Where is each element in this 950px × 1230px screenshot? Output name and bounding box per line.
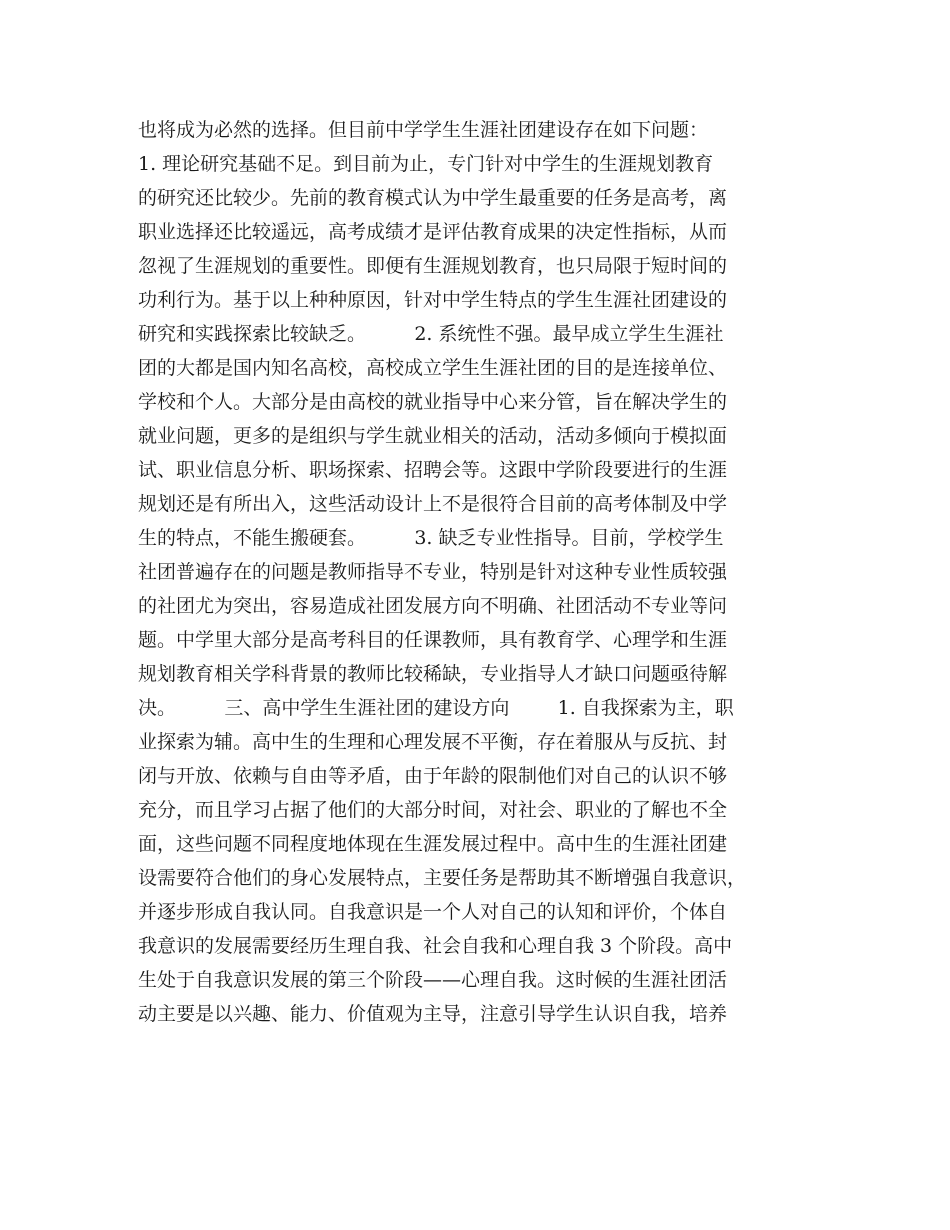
text-line: 闭与开放、依赖与自由等矛盾，由于年龄的限制他们对自己的认识不够	[138, 765, 728, 787]
text-line: 1. 理论研究基础不足。到目前为止，专门针对中学生的生涯规划教育	[138, 153, 714, 175]
text-line: 试、职业信息分析、职场探索、招聘会等。这跟中学阶段要进行的生涯	[138, 459, 728, 481]
text-line: 的研究还比较少。先前的教育模式认为中学生最重要的任务是高考，离	[138, 187, 728, 209]
text-line: 生处于自我意识发展的第三个阶段——心理自我。这时候的生涯社团活	[138, 969, 728, 991]
text-line: 生的特点，不能生搬硬套。 3. 缺乏专业性指导。目前，学校学生	[138, 527, 724, 549]
text-line: 的社团尤为突出，容易造成社团发展方向不明确、社团活动不专业等问	[138, 595, 728, 617]
text-line: 业探索为辅。高中生的生理和心理发展不平衡，存在着服从与反抗、封	[138, 731, 728, 753]
text-line: 功利行为。基于以上种种原因，针对中学生特点的学生生涯社团建设的	[138, 289, 728, 311]
text-line: 决。 三、高中学生生涯社团的建设方向 1. 自我探索为主，职	[138, 697, 734, 719]
text-line: 忽视了生涯规划的重要性。即便有生涯规划教育，也只局限于短时间的	[138, 255, 728, 277]
text-line: 我意识的发展需要经历生理自我、社会自我和心理自我 3 个阶段。高中	[138, 935, 733, 957]
text-line: 设需要符合他们的身心发展特点，主要任务是帮助其不断增强自我意识，	[138, 867, 747, 889]
text-line: 面，这些问题不同程度地体现在生涯发展过程中。高中生的生涯社团建	[138, 833, 728, 855]
text-line: 学校和个人。大部分是由高校的就业指导中心来分管，旨在解决学生的	[138, 391, 728, 413]
text-line: 并逐步形成自我认同。自我意识是一个人对自己的认知和评价，个体自	[138, 901, 728, 923]
text-line: 就业问题，更多的是组织与学生就业相关的活动，活动多倾向于模拟面	[138, 425, 728, 447]
text-line: 规划还是有所出入，这些活动设计上不是很符合目前的高考体制及中学	[138, 493, 728, 515]
text-line: 题。中学里大部分是高考科目的任课教师，具有教育学、心理学和生涯	[138, 629, 728, 651]
text-line: 充分，而且学习占据了他们的大部分时间，对社会、职业的了解也不全	[138, 799, 728, 821]
text-line: 也将成为必然的选择。但目前中学学生生涯社团建设存在如下问题：	[138, 119, 709, 141]
text-line: 动主要是以兴趣、能力、价值观为主导，注意引导学生认识自我，培养	[138, 1003, 728, 1025]
text-line: 团的大都是国内知名高校，高校成立学生生涯社团的目的是连接单位、	[138, 357, 728, 379]
body-text	[138, 113, 828, 1031]
text-line: 职业选择还比较遥远，高考成绩才是评估教育成果的决定性指标，从而	[138, 221, 728, 243]
text-line: 社团普遍存在的问题是教师指导不专业，特别是针对这种专业性质较强	[138, 561, 728, 583]
text-line: 研究和实践探索比较缺乏。 2. 系统性不强。最早成立学生生涯社	[138, 323, 724, 345]
text-line: 规划教育相关学科背景的教师比较稀缺，专业指导人才缺口问题亟待解	[138, 663, 728, 685]
